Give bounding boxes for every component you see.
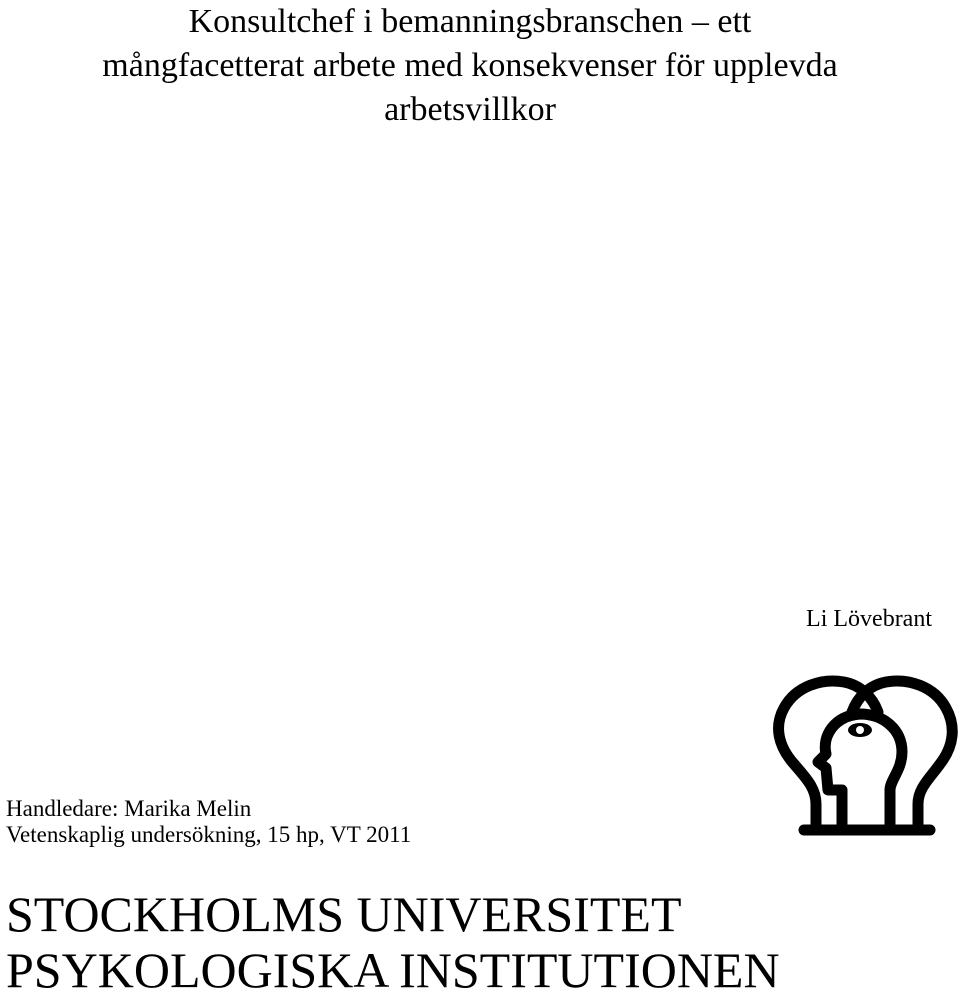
title-line-2: mångfacetterat arbete med konsekvenser för upplevda: [102, 47, 838, 84]
thesis-meta: [6, 796, 411, 848]
title-line-3: arbetsvillkor: [384, 91, 556, 128]
author-name: Li Lövebrant: [806, 606, 932, 632]
document-title: [0, 0, 940, 132]
department-logo-icon: [768, 672, 960, 836]
course-line: Vetenskaplig undersökning, 15 hp, VT 2011: [6, 822, 412, 847]
institution-block: [6, 886, 780, 998]
supervisor-line: Handledare: Marika Melin: [6, 796, 252, 821]
university-name: STOCKHOLMS UNIVERSITET: [6, 886, 682, 942]
department-name: PSYKOLOGISKA INSTITUTIONEN: [6, 942, 780, 998]
title-line-1: Konsultchef i bemanningsbranschen – ett: [188, 3, 752, 40]
